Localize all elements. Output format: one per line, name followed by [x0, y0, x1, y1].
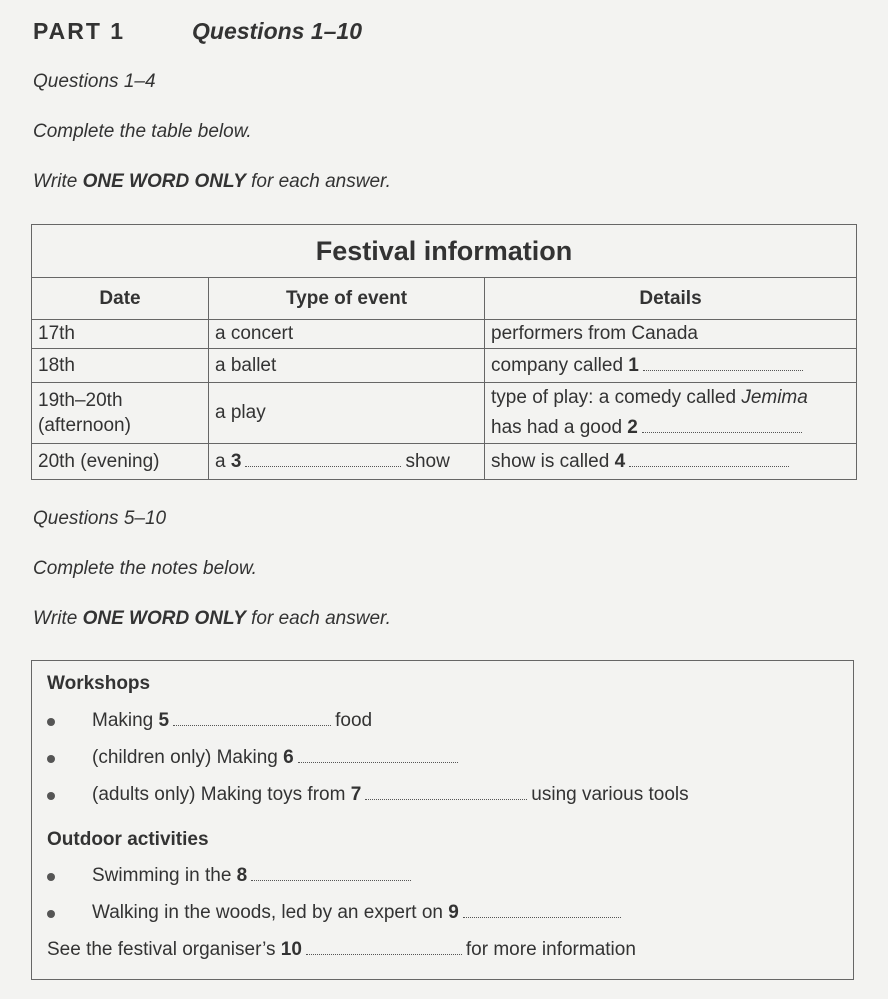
answer-blank[interactable] [298, 761, 458, 763]
cell-type: a ballet [209, 349, 485, 383]
final-note [47, 939, 636, 961]
questions-range: Questions 1–10 [192, 18, 363, 44]
list-item [92, 747, 462, 769]
cell-date: 20th (evening) [32, 444, 209, 480]
section1-instruction: Complete the table below. [33, 121, 252, 142]
section2-label: Questions 5–10 [33, 508, 167, 529]
bullet-icon [47, 792, 55, 800]
item-text-end: food [335, 710, 373, 731]
type-text: a [215, 450, 231, 472]
question-number: 7 [350, 784, 362, 805]
outdoor-heading: Outdoor activities [47, 829, 209, 850]
question-number: 10 [280, 939, 302, 960]
column-header-type: Type of event [209, 278, 485, 320]
cell-date: 18th [32, 349, 209, 383]
details-italic: Jemima [741, 387, 808, 408]
answer-blank[interactable] [642, 431, 802, 433]
item-text: Making [92, 710, 159, 731]
write-text-end: for each answer. [245, 171, 391, 192]
details-text: type of play: a comedy called [491, 387, 742, 408]
question-number: 3 [230, 450, 242, 472]
question-number: 1 [628, 354, 639, 376]
write-bold: ONE WORD ONLY [82, 608, 246, 629]
answer-blank[interactable] [245, 465, 401, 467]
answer-blank[interactable] [251, 879, 411, 881]
section1-write-instruction [33, 171, 391, 193]
question-number: 5 [158, 710, 170, 731]
item-text: Walking in the woods, led by an expert on [92, 902, 449, 923]
list-item [92, 902, 625, 924]
details-line [491, 413, 850, 443]
festival-table [31, 224, 857, 480]
bullet-icon [47, 910, 55, 918]
section2-instruction: Complete the notes below. [33, 558, 257, 579]
bullet-icon [47, 873, 55, 881]
answer-blank[interactable] [365, 798, 527, 800]
bullet-icon [47, 755, 55, 763]
item-text: Swimming in the [92, 865, 237, 886]
question-number: 8 [236, 865, 248, 886]
cell-details [485, 349, 857, 383]
section2-write-instruction [33, 608, 391, 630]
list-item [92, 784, 689, 806]
cell-date [32, 383, 209, 444]
details-text: company called [491, 354, 629, 376]
question-number: 2 [627, 417, 638, 438]
workshops-heading: Workshops [47, 673, 151, 694]
table-row [32, 349, 857, 383]
answer-blank[interactable] [629, 465, 789, 467]
write-text-end: for each answer. [245, 608, 391, 629]
part-label: PART 1 [33, 18, 126, 44]
write-text: Write [33, 608, 83, 629]
cell-details [485, 383, 857, 444]
table-row [32, 320, 857, 349]
item-text-end: using various tools [531, 784, 689, 805]
question-number: 6 [283, 747, 294, 768]
item-text: (children only) Making [92, 747, 284, 768]
answer-blank[interactable] [173, 724, 331, 726]
answer-blank[interactable] [463, 916, 621, 918]
list-item [92, 865, 415, 887]
cell-type [209, 444, 485, 480]
write-bold: ONE WORD ONLY [82, 171, 246, 192]
answer-blank[interactable] [643, 369, 803, 371]
table-row [32, 383, 857, 444]
details-text: has had a good [491, 417, 628, 438]
item-text-end: for more information [465, 939, 636, 960]
question-number: 9 [448, 902, 459, 923]
cell-details: performers from Canada [485, 320, 857, 349]
column-header-date: Date [32, 278, 209, 320]
list-item [92, 710, 372, 732]
type-text-end: show [405, 450, 450, 472]
cell-date: 17th [32, 320, 209, 349]
write-text: Write [33, 171, 83, 192]
cell-type: a play [209, 383, 485, 444]
details-line [491, 383, 850, 413]
item-text: See the festival organiser’s [47, 939, 281, 960]
cell-type: a concert [209, 320, 485, 349]
notes-box [31, 660, 854, 980]
item-text: (adults only) Making toys from [92, 784, 351, 805]
cell-details [485, 444, 857, 480]
column-header-details: Details [485, 278, 857, 320]
bullet-icon [47, 718, 55, 726]
answer-blank[interactable] [306, 953, 462, 955]
table-row [32, 444, 857, 480]
question-number: 4 [614, 450, 626, 472]
date-line: (afternoon) [38, 415, 131, 436]
date-line: 19th–20th [38, 390, 123, 411]
table-title: Festival information [32, 225, 857, 278]
details-text: show is called [491, 450, 615, 472]
section1-label: Questions 1–4 [33, 71, 156, 92]
